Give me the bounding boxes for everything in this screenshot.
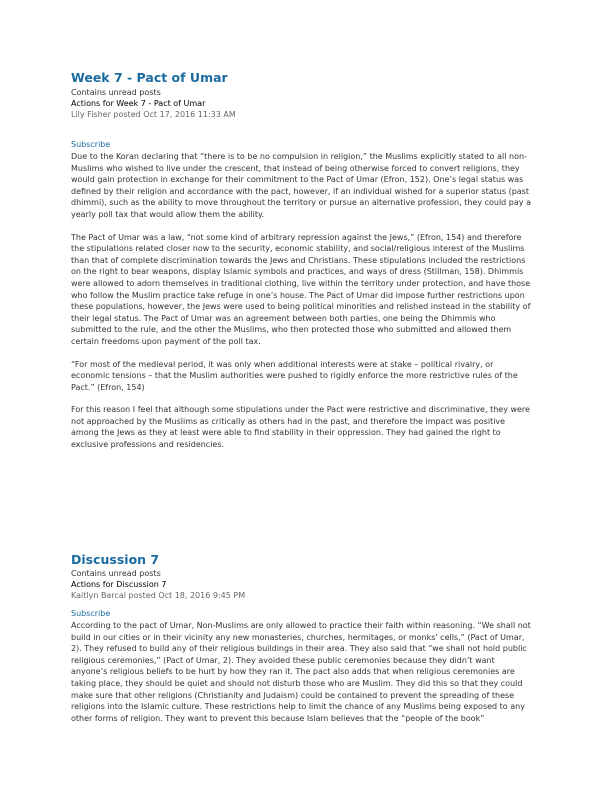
paragraph: Due to the Koran declaring that “there is to be no compulsion in religion,” the Muslims explicitly stated to all non-Muslims who wished to live under the crescent, that instead of being otherwise forced to convert religions, they would gain protection in exchange for their commitment to the Pact of Umar (Efron, 152). One’s legal status was defined by their religion and accordance with the pact, however, if an individual wished for a superior status (past dhimmi), such as the ability to move throughout the territory or pursue an alternative profession, they could pay a yearly poll tax that would allow them the ability.	[71, 152, 531, 219]
spacer	[71, 120, 533, 132]
actions-menu-link[interactable]: Actions for Discussion 7	[71, 580, 167, 589]
paragraph: According to the pact of Umar, Non-Muslims are only allowed to practice their faith within reasoning. “We shall not build in our cities or in their vicinity any new monasteries, churches, hermitages, or monks' cells,” (Pact of Umar, 2). They refused to build any of their religious buildings in their area. They also said that “we shall not hold public religious ceremonies,” (Pact of Umar, 2). They avoided these public ceremonies because they didn’t want anyone’s religious beliefs to be hurt by how they ran it. The pact also adds that when religious ceremonies are taking place, they should be quiet and should not disturb those who are Muslim. They did this so that they could make sure that other religions (Christianity and Judaism) could be contained to prevent the spreading of these religions into the Islamic culture. These restrictions help to limit the chance of any Muslims being exposed to any other forms of religion. They want to prevent this because Islam believes that the “people of the book”	[71, 621, 531, 723]
paragraph: The Pact of Umar was a law, “not some kind of arbitrary repression against the Jews,” (Efron, 154) and therefore the stipulations related closer now to the security, economic stability, and social/religious interest of the Muslims than that of complete discrimination towards the Jews and Christians. These stipulations included the restrictions on the right to bear weapons, display Islamic symbols and practices, and ways of dress (Stillman, 158). Dhimmis were allowed to adorn themselves in traditional clothing, live within the territory under protection, and have those who follow the Muslim practice take refuge in one’s house. The Pact of Umar did impose further restrictions upon these populations, however, the Jews were used to being political minorities and relished instead in the stability of their legal status. The Pact of Umar was an agreement between both parties, one being the Dhimmis who submitted to the rule, and the other the Muslims, who then protected those who submitted and allowed them certain freedoms upon payment of the poll tax.	[71, 232, 531, 346]
paragraph: For this reason I feel that although some stipulations under the Pact were restrictive and discriminative, they were not approached by the Muslims as critically as others had in the past, and therefore the impact was positive among the Jews as they at least were able to find stability in their oppression. They had gained the right to exclusive professions and residencies.	[71, 405, 530, 450]
paragraph: “For most of the medieval period, it was only when additional interests were at stake – political rivalry, or economic tensions – that the Muslim authorities were pushed to rigidly enforce the more restrictive rules of the Pact.” (Efron, 154)	[71, 359, 518, 392]
subscribe-link[interactable]: Subscribe	[71, 609, 111, 618]
subscribe-link[interactable]: Subscribe	[71, 140, 111, 149]
post-discussion-7	[71, 552, 533, 724]
author-line: Kaitlyn Barcal posted Oct 18, 2016 9:45 PM	[71, 591, 246, 600]
post-title[interactable]: Week 7 - Pact of Umar	[71, 70, 228, 85]
actions-menu-link[interactable]: Actions for Week 7 - Pact of Umar	[71, 99, 206, 108]
unread-indicator: Contains unread posts	[71, 569, 161, 578]
post-body	[71, 620, 533, 724]
post-title[interactable]: Discussion 7	[71, 552, 160, 567]
unread-indicator: Contains unread posts	[71, 88, 161, 97]
post-week-7	[71, 70, 533, 451]
author-line: Lily Fisher posted Oct 17, 2016 11:33 AM	[71, 110, 236, 119]
post-body	[71, 151, 533, 451]
